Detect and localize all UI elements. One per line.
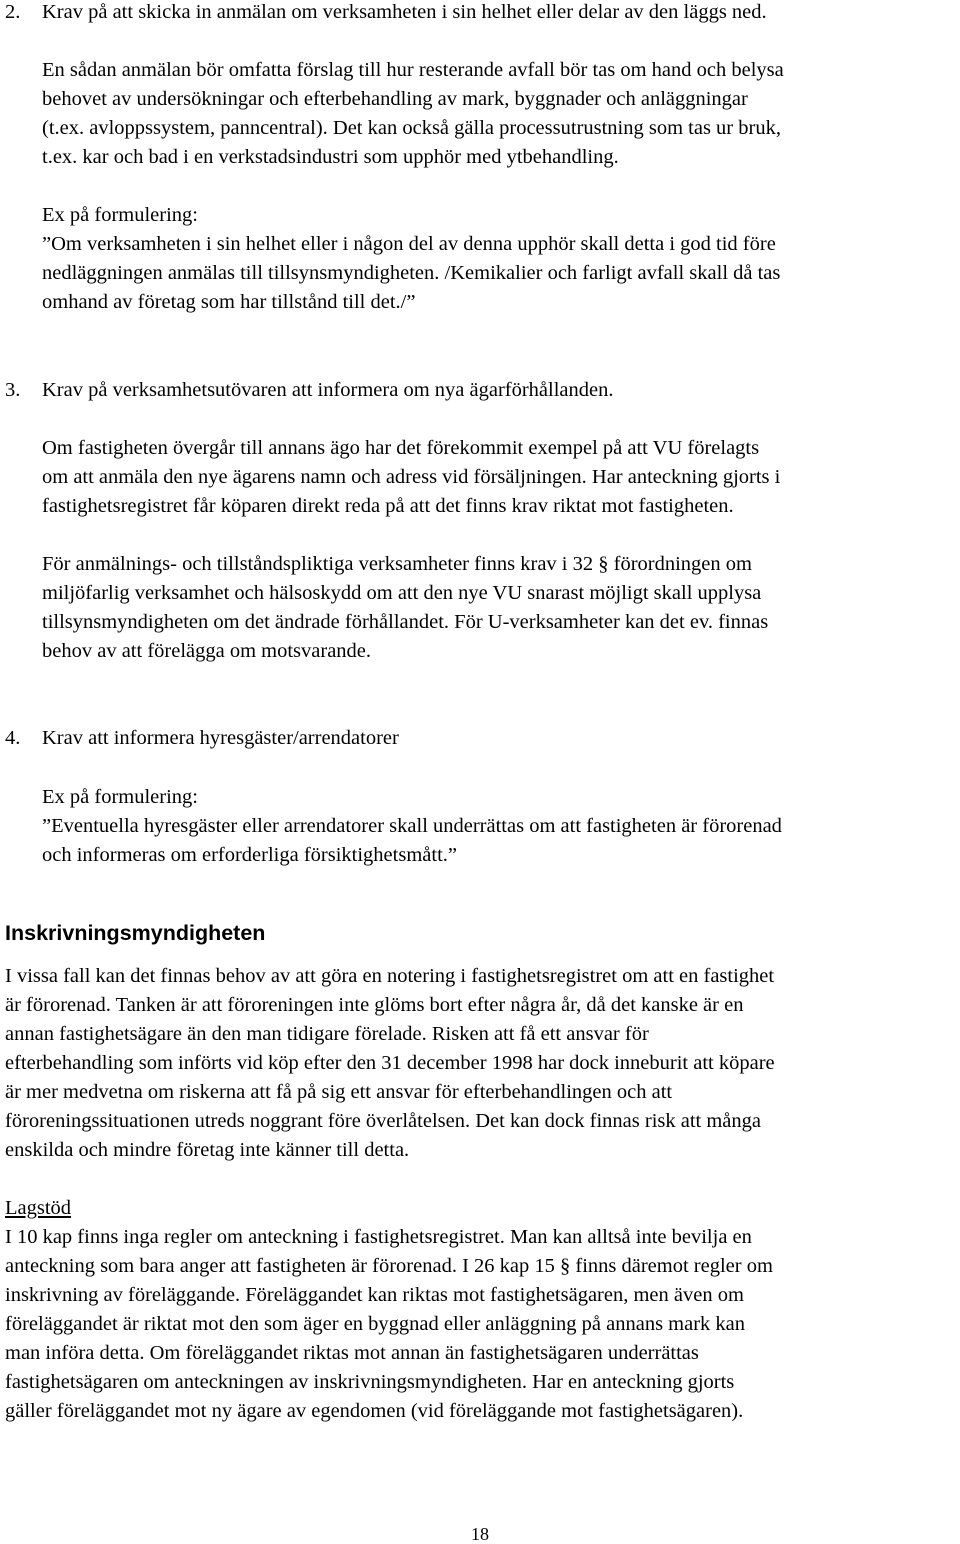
- page-number: 18: [471, 1524, 489, 1544]
- item-3-para-1-line: om att anmäla den nye ägarens namn och adress vid försäljningen. Har anteckning gjorts i: [42, 466, 781, 488]
- item-3-para-2-line: miljöfarlig verksamhet och hälsoskydd om att den nye VU snarast möjligt skall upplysa: [42, 582, 762, 604]
- item-2-body-line: En sådan anmälan bör omfatta förslag till hur resterande avfall bör tas om hand och belysa: [42, 59, 784, 81]
- item-2-example-line: ”Om verksamheten i sin helhet eller i någon del av denna upphör skall detta i god tid före: [42, 233, 776, 255]
- section-body-line: är mer medvetna om riskerna att få på sig ett ansvar för efterbehandlingen och att: [5, 1081, 673, 1103]
- item-4-example-line: ”Eventuella hyresgäster eller arrendatorer skall underrättas om att fastigheten är förorenad: [42, 815, 782, 837]
- section-heading: Inskrivningsmyndigheten: [5, 921, 266, 945]
- item-2-title: Krav på att skicka in anmälan om verksamheten i sin helhet eller delar av den läggs ned.: [42, 1, 767, 23]
- item-2-example-label: Ex på formulering:: [42, 204, 198, 226]
- item-2-body-line: t.ex. kar och bad i en verkstadsindustri som upphör med ytbehandling.: [42, 146, 619, 168]
- section-body-line: efterbehandling som införts vid köp efter den 31 december 1998 har dock inneburit att köpare: [5, 1052, 775, 1074]
- lagstod-line: anteckning som bara anger att fastigheten är förorenad. I 26 kap 15 § finns däremot regler om: [5, 1255, 773, 1277]
- item-2-example-line: omhand av företag som har tillstånd till det./”: [42, 291, 416, 313]
- lagstod-line: fastighetsägaren om anteckningen av inskrivningsmyndigheten. Har en anteckning gjorts: [5, 1371, 735, 1393]
- section-body-line: är förorenad. Tanken är att föroreningen inte glöms bort efter några år, då det kanske är en: [5, 994, 744, 1016]
- section-body-line: annan fastighetsägare än den man tidigare förelade. Risken att få ett ansvar för: [5, 1023, 649, 1045]
- item-3-para-1-line: Om fastigheten övergår till annans ägo har det förekommit exempel på att VU förelagts: [42, 437, 760, 459]
- lagstod-line: föreläggandet är riktat mot den som äger en byggnad eller anläggning på annans mark kan: [5, 1313, 746, 1335]
- item-3-para-1-line: fastighetsregistret får köparen direkt reda på att det finns krav riktat mot fastigheten.: [42, 495, 734, 517]
- item-3-para-2-line: För anmälnings- och tillståndspliktiga verksamheter finns krav i 32 § förordningen om: [42, 553, 752, 575]
- lagstod-line: man införa detta. Om föreläggandet riktas mot annan än fastighetsägaren underrättas: [5, 1342, 699, 1364]
- item-2-number: 2.: [5, 1, 21, 23]
- lagstod-line: inskrivning av föreläggande. Föreläggandet kan riktas mot fastighetsägaren, men även om: [5, 1284, 744, 1306]
- section-body-line: enskilda och mindre företag inte känner till detta.: [5, 1139, 410, 1161]
- item-4-example-line: och informeras om erforderliga försiktighetsmått.”: [42, 844, 457, 866]
- section-body-line: föroreningssituationen utreds noggrant före överlåtelsen. Det kan dock finnas risk att många: [5, 1110, 761, 1132]
- item-2-body-line: behovet av undersökningar och efterbehandling av mark, byggnader och anläggningar: [42, 88, 748, 110]
- item-3-title: Krav på verksamhetsutövaren att informera om nya ägarförhållanden.: [42, 379, 614, 401]
- item-3-para-2-line: behov av att förelägga om motsvarande.: [42, 640, 372, 662]
- item-4-title: Krav att informera hyresgäster/arrendatorer: [42, 727, 399, 749]
- item-4-number: 4.: [5, 727, 21, 749]
- lagstod-line: I 10 kap finns inga regler om anteckning i fastighetsregistret. Man kan alltså inte bevilja en: [5, 1226, 752, 1248]
- item-2-example-line: nedläggningen anmälas till tillsynsmyndigheten. /Kemikalier och farligt avfall skall då tas: [42, 262, 781, 284]
- item-3-number: 3.: [5, 379, 21, 401]
- item-2-body-line: (t.ex. avloppssystem, panncentral). Det kan också gälla processutrustning som tas ur bruk,: [42, 117, 781, 139]
- lagstod-line: gäller föreläggandet mot ny ägare av egendomen (vid föreläggande mot fastighetsägaren).: [5, 1400, 744, 1422]
- lagstod-subheading: Lagstöd: [5, 1197, 72, 1219]
- item-3-para-2-line: tillsynsmyndigheten om det ändrade förhållandet. För U-verksamheter kan det ev. finnas: [42, 611, 769, 633]
- section-body-line: I vissa fall kan det finnas behov av att göra en notering i fastighetsregistret om att en fastighet: [5, 965, 775, 987]
- item-4-example-label: Ex på formulering:: [42, 786, 198, 808]
